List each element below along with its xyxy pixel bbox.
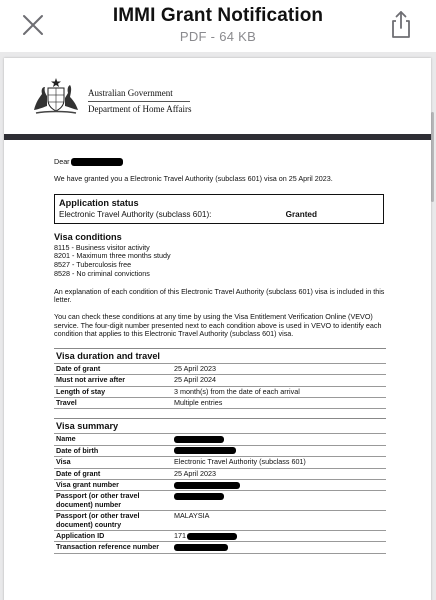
redaction-mark — [174, 482, 240, 489]
redaction-mark — [174, 436, 224, 443]
row-value: 3 month(s) from the date of each arrival — [174, 386, 300, 396]
grant-intro: We have granted you a Electronic Travel Authority (subclass 601) visa on 25 April 2023. — [54, 174, 333, 183]
government-name: Australian Government — [88, 88, 173, 98]
condition-item: 8528 - No criminal convictions — [54, 268, 150, 278]
status-badge: Granted — [285, 209, 317, 219]
condition-item: 8527 - Tuberculosis free — [54, 260, 132, 270]
row-value — [172, 491, 386, 510]
row-label: Passport (or other travel document) number — [56, 491, 140, 509]
row-value: 25 April 2023 — [174, 468, 216, 478]
redaction-mark — [71, 158, 123, 166]
document-file-info: PDF - 64 KB — [179, 29, 257, 44]
redaction-mark — [174, 493, 224, 500]
conditions-explanation: An explanation of each condition of this Electronic Travel Authority (subclass 601) visa is included in this letter. — [54, 286, 385, 305]
row-label: Date of birth — [56, 445, 99, 455]
row-label: Passport (or other travel document) country — [56, 511, 140, 529]
table-row — [54, 374, 386, 385]
redaction-mark — [187, 533, 237, 540]
summary-table — [54, 418, 386, 553]
department-name: Department of Home Affairs — [88, 104, 192, 114]
row-label: Name — [56, 434, 76, 444]
conditions-title: Visa conditions — [54, 231, 122, 242]
letter-body — [54, 158, 388, 554]
row-value — [172, 446, 386, 456]
document-title: IMMI Grant Notification — [112, 5, 324, 26]
row-label: Date of grant — [56, 363, 101, 373]
coat-of-arms-icon — [30, 76, 82, 116]
status-title: Application status — [59, 197, 139, 208]
summary-title: Visa summary — [56, 421, 119, 432]
table-row — [54, 433, 386, 444]
row-label: Application ID — [56, 531, 105, 541]
row-value — [172, 531, 386, 541]
row-value — [172, 542, 386, 552]
share-icon[interactable] — [388, 10, 414, 40]
pdf-viewer[interactable] — [0, 52, 436, 600]
duration-table — [54, 348, 386, 410]
table-row — [54, 363, 386, 374]
status-label: Electronic Travel Authority (subclass 601): — [59, 209, 212, 219]
letterhead-divider — [88, 101, 190, 102]
vevo-paragraph: You can check these conditions at any time by using the Visa Entitlement Verification Online (VEVO) service. The four-digit number presented next to each condition above is used in VEVO to identify each condition that applies to this Electronic Travel Authority (subclass 601) visa. — [54, 311, 382, 339]
row-value — [172, 434, 386, 444]
application-id: 171 — [174, 531, 186, 541]
row-label: Travel — [56, 397, 77, 407]
table-row — [54, 510, 386, 530]
row-value: MALAYSIA — [174, 511, 210, 521]
salutation: Dear — [54, 157, 70, 166]
condition-item: 8201 - Maximum three months study — [54, 251, 171, 261]
table-row — [54, 386, 386, 397]
row-value — [172, 480, 386, 490]
redaction-mark — [174, 544, 228, 551]
row-label: Date of grant — [56, 468, 101, 478]
redaction-mark — [174, 447, 236, 454]
scrollbar-thumb[interactable] — [431, 112, 434, 202]
row-label: Must not arrive after — [56, 375, 126, 385]
conditions-list — [54, 244, 388, 279]
row-label: Length of stay — [56, 386, 106, 396]
condition-item: 8115 - Business visitor activity — [54, 242, 150, 252]
row-label: Visa — [56, 457, 71, 467]
table-row — [54, 490, 386, 510]
table-row — [54, 530, 386, 541]
row-label: Visa grant number — [56, 480, 119, 489]
table-row — [54, 445, 386, 456]
row-value: 25 April 2023 — [174, 363, 216, 373]
table-row — [54, 397, 386, 409]
row-value: Electronic Travel Authority (subclass 601) — [174, 457, 306, 467]
letterhead-banner — [4, 134, 431, 140]
salutation-row — [54, 158, 388, 170]
status-row — [59, 209, 379, 220]
pdf-page — [4, 58, 431, 600]
table-row — [54, 479, 386, 490]
viewer-header — [0, 0, 436, 52]
row-label: Transaction reference number — [56, 542, 160, 552]
application-status-box — [54, 194, 384, 224]
row-value: Multiple entries — [174, 397, 223, 407]
row-value: 25 April 2024 — [174, 375, 216, 385]
table-row — [54, 468, 386, 479]
table-row — [54, 541, 386, 553]
duration-title: Visa duration and travel — [56, 350, 160, 361]
table-row — [54, 456, 386, 467]
